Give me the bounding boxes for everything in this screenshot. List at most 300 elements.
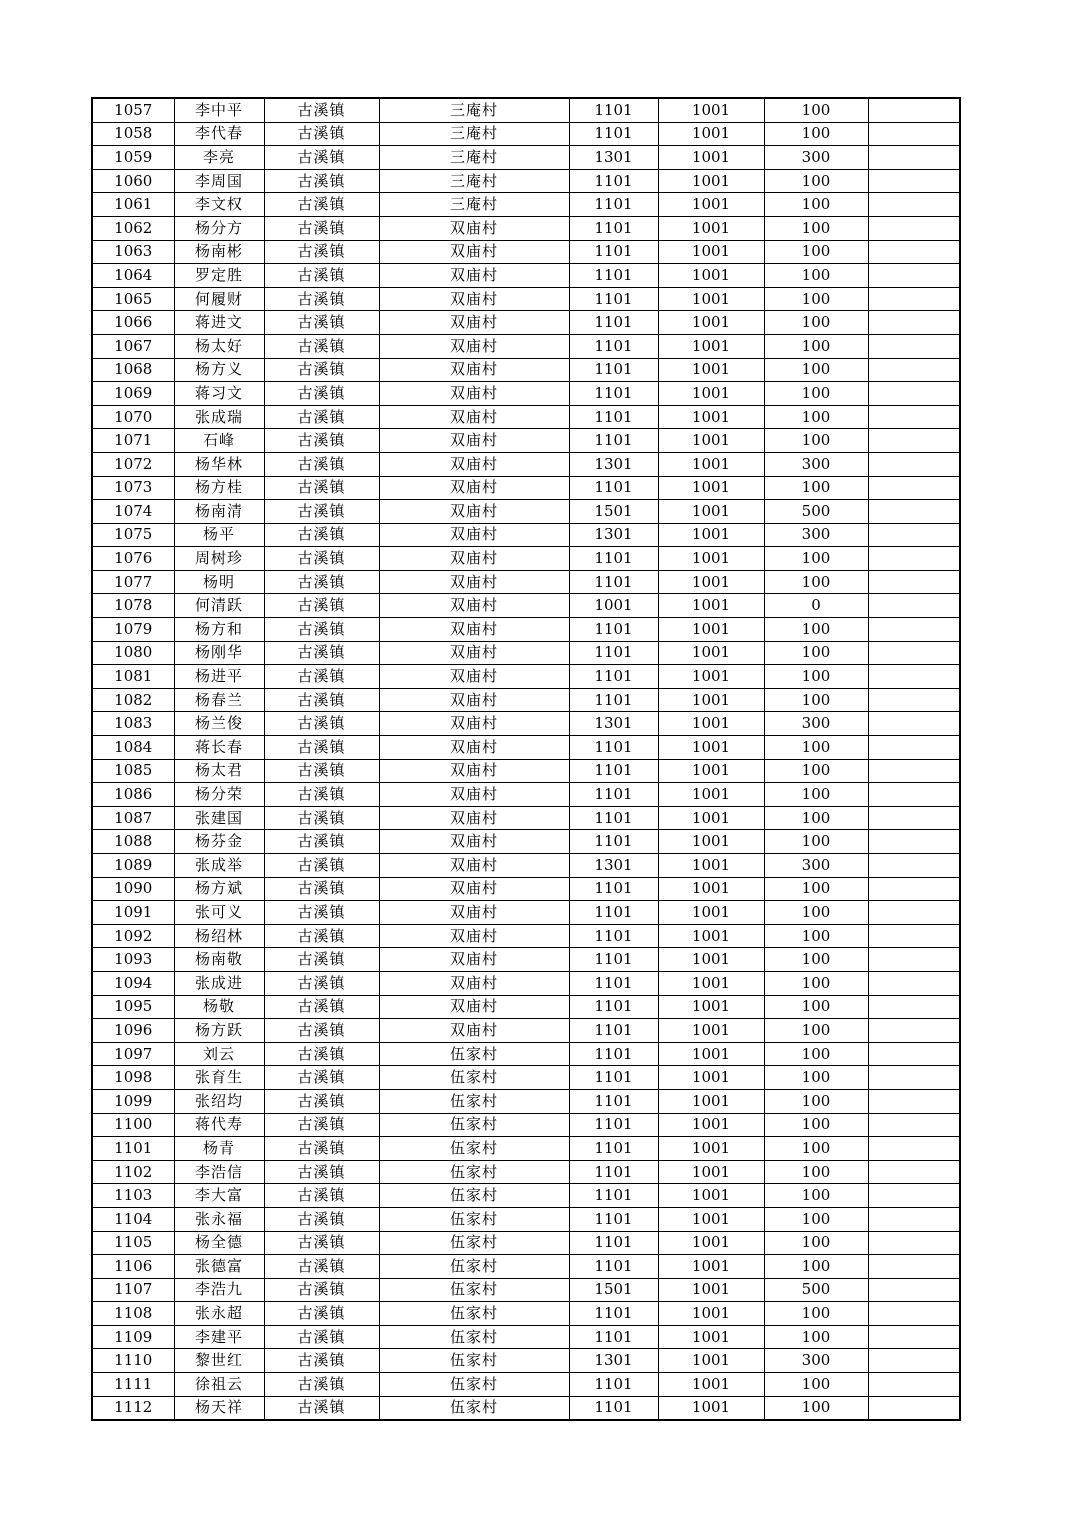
- table-row: [92, 1160, 960, 1184]
- cell-town: 古溪镇: [264, 594, 379, 618]
- cell-name: 蒋进文: [174, 311, 264, 335]
- cell-amount: 500: [764, 1278, 868, 1302]
- table-row: [92, 287, 960, 311]
- cell-name: 杨芬金: [174, 830, 264, 854]
- cell-village: 双庙村: [379, 594, 569, 618]
- cell-village: 伍家村: [379, 1184, 569, 1208]
- cell-code-a: 1101: [569, 1089, 658, 1113]
- cell-code-a: 1101: [569, 1137, 658, 1161]
- cell-amount: 100: [764, 1042, 868, 1066]
- cell-code-b: 1001: [658, 146, 764, 170]
- cell-village: 双庙村: [379, 665, 569, 689]
- cell-town: 古溪镇: [264, 264, 379, 288]
- cell-amount: 100: [764, 405, 868, 429]
- cell-name: 杨平: [174, 523, 264, 547]
- cell-code-b: 1001: [658, 948, 764, 972]
- cell-code-a: 1101: [569, 334, 658, 358]
- cell-amount: 100: [764, 429, 868, 453]
- cell-code-a: 1101: [569, 1207, 658, 1231]
- cell-amount: 100: [764, 1396, 868, 1420]
- cell-name: 李中平: [174, 98, 264, 122]
- table-row: [92, 311, 960, 335]
- table-row: [92, 854, 960, 878]
- cell-code-b: 1001: [658, 500, 764, 524]
- cell-village: 双庙村: [379, 806, 569, 830]
- cell-seq: 1077: [92, 570, 174, 594]
- cell-code-b: 1001: [658, 1302, 764, 1326]
- cell-code-b: 1001: [658, 854, 764, 878]
- cell-amount: 100: [764, 995, 868, 1019]
- cell-amount: 100: [764, 358, 868, 382]
- cell-seq: 1079: [92, 618, 174, 642]
- cell-seq: 1094: [92, 971, 174, 995]
- cell-amount: 100: [764, 759, 868, 783]
- cell-name: 杨进平: [174, 665, 264, 689]
- cell-code-b: 1001: [658, 1325, 764, 1349]
- cell-code-a: 1101: [569, 736, 658, 760]
- table-row: [92, 1373, 960, 1397]
- cell-seq: 1092: [92, 924, 174, 948]
- cell-seq: 1069: [92, 382, 174, 406]
- cell-name: 徐祖云: [174, 1373, 264, 1397]
- cell-code-a: 1101: [569, 924, 658, 948]
- cell-amount: 100: [764, 264, 868, 288]
- table-row: [92, 98, 960, 122]
- table-row: [92, 240, 960, 264]
- cell-amount: 100: [764, 1184, 868, 1208]
- cell-village: 双庙村: [379, 759, 569, 783]
- cell-code-b: 1001: [658, 547, 764, 571]
- cell-seq: 1076: [92, 547, 174, 571]
- table-row: [92, 783, 960, 807]
- cell-code-b: 1001: [658, 216, 764, 240]
- cell-name: 蒋代寿: [174, 1113, 264, 1137]
- cell-note: [868, 382, 960, 406]
- cell-code-a: 1101: [569, 358, 658, 382]
- cell-name: 杨方和: [174, 618, 264, 642]
- cell-amount: 100: [764, 830, 868, 854]
- cell-note: [868, 1066, 960, 1090]
- cell-code-a: 1501: [569, 500, 658, 524]
- cell-seq: 1073: [92, 476, 174, 500]
- table-row: [92, 216, 960, 240]
- cell-note: [868, 476, 960, 500]
- cell-town: 古溪镇: [264, 146, 379, 170]
- cell-village: 伍家村: [379, 1302, 569, 1326]
- cell-village: 双庙村: [379, 240, 569, 264]
- cell-town: 古溪镇: [264, 1231, 379, 1255]
- cell-village: 伍家村: [379, 1207, 569, 1231]
- cell-town: 古溪镇: [264, 665, 379, 689]
- cell-name: 蒋习文: [174, 382, 264, 406]
- cell-name: 杨绍林: [174, 924, 264, 948]
- cell-village: 伍家村: [379, 1113, 569, 1137]
- cell-code-b: 1001: [658, 594, 764, 618]
- cell-note: [868, 736, 960, 760]
- cell-village: 伍家村: [379, 1255, 569, 1279]
- table-row: [92, 594, 960, 618]
- cell-town: 古溪镇: [264, 98, 379, 122]
- table-row: [92, 1302, 960, 1326]
- cell-amount: 100: [764, 736, 868, 760]
- cell-village: 双庙村: [379, 216, 569, 240]
- cell-amount: 100: [764, 618, 868, 642]
- cell-seq: 1074: [92, 500, 174, 524]
- cell-code-b: 1001: [658, 476, 764, 500]
- cell-town: 古溪镇: [264, 500, 379, 524]
- cell-code-b: 1001: [658, 736, 764, 760]
- cell-town: 古溪镇: [264, 122, 379, 146]
- cell-amount: 100: [764, 334, 868, 358]
- cell-village: 双庙村: [379, 712, 569, 736]
- cell-seq: 1080: [92, 641, 174, 665]
- cell-note: [868, 1278, 960, 1302]
- table-row: [92, 1184, 960, 1208]
- cell-code-b: 1001: [658, 1042, 764, 1066]
- cell-name: 杨明: [174, 570, 264, 594]
- cell-village: 伍家村: [379, 1042, 569, 1066]
- table-row: [92, 193, 960, 217]
- cell-seq: 1057: [92, 98, 174, 122]
- cell-town: 古溪镇: [264, 429, 379, 453]
- cell-note: [868, 971, 960, 995]
- cell-amount: 300: [764, 712, 868, 736]
- cell-amount: 100: [764, 1302, 868, 1326]
- table-row: [92, 1113, 960, 1137]
- cell-code-b: 1001: [658, 924, 764, 948]
- cell-name: 张绍均: [174, 1089, 264, 1113]
- cell-note: [868, 641, 960, 665]
- cell-name: 杨南敬: [174, 948, 264, 972]
- cell-town: 古溪镇: [264, 901, 379, 925]
- cell-town: 古溪镇: [264, 1042, 379, 1066]
- cell-village: 伍家村: [379, 1325, 569, 1349]
- cell-seq: 1105: [92, 1231, 174, 1255]
- cell-amount: 100: [764, 547, 868, 571]
- cell-code-a: 1101: [569, 641, 658, 665]
- cell-code-b: 1001: [658, 122, 764, 146]
- cell-village: 双庙村: [379, 570, 569, 594]
- cell-village: 双庙村: [379, 429, 569, 453]
- cell-code-b: 1001: [658, 1255, 764, 1279]
- cell-amount: 100: [764, 98, 868, 122]
- cell-seq: 1108: [92, 1302, 174, 1326]
- cell-name: 杨兰俊: [174, 712, 264, 736]
- table-body: [92, 98, 960, 1420]
- cell-amount: 100: [764, 476, 868, 500]
- cell-note: [868, 1113, 960, 1137]
- cell-code-b: 1001: [658, 98, 764, 122]
- cell-village: 伍家村: [379, 1373, 569, 1397]
- cell-code-b: 1001: [658, 452, 764, 476]
- cell-name: 杨太好: [174, 334, 264, 358]
- cell-note: [868, 948, 960, 972]
- cell-code-a: 1101: [569, 877, 658, 901]
- cell-seq: 1102: [92, 1160, 174, 1184]
- cell-code-a: 1101: [569, 995, 658, 1019]
- cell-town: 古溪镇: [264, 1255, 379, 1279]
- table-row: [92, 1349, 960, 1373]
- cell-village: 双庙村: [379, 901, 569, 925]
- cell-amount: 300: [764, 1349, 868, 1373]
- cell-village: 双庙村: [379, 334, 569, 358]
- table-row: [92, 122, 960, 146]
- table-row: [92, 1278, 960, 1302]
- cell-name: 杨青: [174, 1137, 264, 1161]
- cell-town: 古溪镇: [264, 688, 379, 712]
- cell-village: 双庙村: [379, 547, 569, 571]
- cell-town: 古溪镇: [264, 830, 379, 854]
- cell-village: 伍家村: [379, 1231, 569, 1255]
- cell-amount: 100: [764, 240, 868, 264]
- cell-code-a: 1101: [569, 1066, 658, 1090]
- cell-town: 古溪镇: [264, 311, 379, 335]
- cell-name: 刘云: [174, 1042, 264, 1066]
- cell-seq: 1072: [92, 452, 174, 476]
- cell-code-b: 1001: [658, 429, 764, 453]
- cell-town: 古溪镇: [264, 759, 379, 783]
- cell-note: [868, 1231, 960, 1255]
- cell-name: 张成进: [174, 971, 264, 995]
- cell-code-b: 1001: [658, 1160, 764, 1184]
- cell-village: 双庙村: [379, 523, 569, 547]
- cell-code-a: 1101: [569, 971, 658, 995]
- cell-town: 古溪镇: [264, 854, 379, 878]
- cell-seq: 1060: [92, 169, 174, 193]
- cell-code-a: 1101: [569, 830, 658, 854]
- cell-note: [868, 1325, 960, 1349]
- cell-village: 伍家村: [379, 1349, 569, 1373]
- cell-code-a: 1101: [569, 476, 658, 500]
- cell-village: 双庙村: [379, 830, 569, 854]
- cell-village: 双庙村: [379, 287, 569, 311]
- cell-note: [868, 877, 960, 901]
- cell-code-a: 1101: [569, 1231, 658, 1255]
- cell-village: 双庙村: [379, 311, 569, 335]
- cell-code-a: 1101: [569, 1113, 658, 1137]
- table-row: [92, 971, 960, 995]
- cell-seq: 1083: [92, 712, 174, 736]
- cell-amount: 100: [764, 122, 868, 146]
- cell-town: 古溪镇: [264, 877, 379, 901]
- cell-seq: 1063: [92, 240, 174, 264]
- cell-code-a: 1101: [569, 1396, 658, 1420]
- cell-town: 古溪镇: [264, 216, 379, 240]
- cell-code-a: 1501: [569, 1278, 658, 1302]
- cell-name: 李文权: [174, 193, 264, 217]
- cell-note: [868, 901, 960, 925]
- cell-code-a: 1101: [569, 169, 658, 193]
- cell-town: 古溪镇: [264, 924, 379, 948]
- cell-town: 古溪镇: [264, 1160, 379, 1184]
- cell-village: 双庙村: [379, 971, 569, 995]
- cell-code-a: 1301: [569, 712, 658, 736]
- table-row: [92, 948, 960, 972]
- cell-code-a: 1101: [569, 405, 658, 429]
- cell-name: 杨太君: [174, 759, 264, 783]
- cell-note: [868, 783, 960, 807]
- cell-code-a: 1101: [569, 618, 658, 642]
- cell-note: [868, 618, 960, 642]
- table-row: [92, 901, 960, 925]
- table-row: [92, 334, 960, 358]
- cell-code-b: 1001: [658, 1089, 764, 1113]
- cell-village: 双庙村: [379, 995, 569, 1019]
- cell-code-a: 1101: [569, 1019, 658, 1043]
- table-row: [92, 1325, 960, 1349]
- cell-seq: 1070: [92, 405, 174, 429]
- cell-code-a: 1101: [569, 665, 658, 689]
- cell-note: [868, 1207, 960, 1231]
- cell-amount: 100: [764, 1113, 868, 1137]
- cell-seq: 1059: [92, 146, 174, 170]
- cell-seq: 1082: [92, 688, 174, 712]
- cell-note: [868, 523, 960, 547]
- cell-seq: 1067: [92, 334, 174, 358]
- cell-note: [868, 688, 960, 712]
- cell-seq: 1066: [92, 311, 174, 335]
- cell-seq: 1091: [92, 901, 174, 925]
- cell-seq: 1081: [92, 665, 174, 689]
- cell-note: [868, 759, 960, 783]
- cell-code-b: 1001: [658, 1373, 764, 1397]
- cell-village: 双庙村: [379, 618, 569, 642]
- cell-code-b: 1001: [658, 759, 764, 783]
- cell-code-b: 1001: [658, 618, 764, 642]
- cell-note: [868, 924, 960, 948]
- cell-town: 古溪镇: [264, 641, 379, 665]
- cell-seq: 1112: [92, 1396, 174, 1420]
- table-row: [92, 382, 960, 406]
- cell-amount: 100: [764, 1325, 868, 1349]
- cell-seq: 1103: [92, 1184, 174, 1208]
- cell-seq: 1058: [92, 122, 174, 146]
- cell-code-b: 1001: [658, 1184, 764, 1208]
- cell-note: [868, 665, 960, 689]
- cell-town: 古溪镇: [264, 1089, 379, 1113]
- cell-code-a: 1101: [569, 287, 658, 311]
- cell-amount: 100: [764, 311, 868, 335]
- table-row: [92, 688, 960, 712]
- cell-name: 杨天祥: [174, 1396, 264, 1420]
- cell-code-a: 1101: [569, 216, 658, 240]
- cell-note: [868, 1349, 960, 1373]
- cell-code-b: 1001: [658, 1207, 764, 1231]
- cell-code-b: 1001: [658, 830, 764, 854]
- cell-note: [868, 429, 960, 453]
- cell-note: [868, 570, 960, 594]
- cell-town: 古溪镇: [264, 806, 379, 830]
- cell-village: 双庙村: [379, 736, 569, 760]
- cell-seq: 1099: [92, 1089, 174, 1113]
- cell-seq: 1096: [92, 1019, 174, 1043]
- cell-code-b: 1001: [658, 1278, 764, 1302]
- cell-seq: 1075: [92, 523, 174, 547]
- cell-seq: 1093: [92, 948, 174, 972]
- cell-code-a: 1301: [569, 146, 658, 170]
- cell-code-b: 1001: [658, 193, 764, 217]
- cell-note: [868, 311, 960, 335]
- cell-code-a: 1101: [569, 193, 658, 217]
- cell-amount: 300: [764, 854, 868, 878]
- cell-amount: 100: [764, 924, 868, 948]
- cell-town: 古溪镇: [264, 169, 379, 193]
- table-row: [92, 618, 960, 642]
- cell-amount: 100: [764, 1137, 868, 1161]
- table-row: [92, 1231, 960, 1255]
- cell-note: [868, 287, 960, 311]
- table-row: [92, 877, 960, 901]
- cell-code-a: 1101: [569, 1325, 658, 1349]
- cell-note: [868, 830, 960, 854]
- cell-town: 古溪镇: [264, 995, 379, 1019]
- table-row: [92, 523, 960, 547]
- cell-village: 双庙村: [379, 783, 569, 807]
- cell-seq: 1087: [92, 806, 174, 830]
- cell-town: 古溪镇: [264, 476, 379, 500]
- cell-seq: 1084: [92, 736, 174, 760]
- cell-code-a: 1301: [569, 452, 658, 476]
- cell-code-b: 1001: [658, 1113, 764, 1137]
- cell-town: 古溪镇: [264, 570, 379, 594]
- cell-note: [868, 1137, 960, 1161]
- cell-town: 古溪镇: [264, 948, 379, 972]
- cell-name: 何履财: [174, 287, 264, 311]
- cell-note: [868, 1302, 960, 1326]
- cell-note: [868, 500, 960, 524]
- cell-name: 杨春兰: [174, 688, 264, 712]
- cell-note: [868, 1160, 960, 1184]
- table-row: [92, 736, 960, 760]
- cell-code-a: 1101: [569, 759, 658, 783]
- cell-village: 伍家村: [379, 1089, 569, 1113]
- cell-seq: 1086: [92, 783, 174, 807]
- cell-seq: 1065: [92, 287, 174, 311]
- cell-note: [868, 358, 960, 382]
- cell-amount: 100: [764, 216, 868, 240]
- cell-code-a: 1101: [569, 1042, 658, 1066]
- cell-note: [868, 854, 960, 878]
- cell-note: [868, 1089, 960, 1113]
- cell-code-b: 1001: [658, 1066, 764, 1090]
- cell-note: [868, 594, 960, 618]
- table-row: [92, 1396, 960, 1420]
- cell-name: 李浩信: [174, 1160, 264, 1184]
- cell-town: 古溪镇: [264, 358, 379, 382]
- cell-seq: 1104: [92, 1207, 174, 1231]
- table-row: [92, 830, 960, 854]
- table-row: [92, 665, 960, 689]
- cell-name: 周树珍: [174, 547, 264, 571]
- cell-code-b: 1001: [658, 405, 764, 429]
- cell-seq: 1106: [92, 1255, 174, 1279]
- cell-name: 杨方义: [174, 358, 264, 382]
- cell-name: 张育生: [174, 1066, 264, 1090]
- cell-name: 罗定胜: [174, 264, 264, 288]
- cell-name: 李建平: [174, 1325, 264, 1349]
- cell-seq: 1061: [92, 193, 174, 217]
- cell-seq: 1089: [92, 854, 174, 878]
- cell-amount: 300: [764, 146, 868, 170]
- cell-code-b: 1001: [658, 901, 764, 925]
- cell-amount: 100: [764, 1373, 868, 1397]
- data-table: [91, 97, 961, 1421]
- cell-seq: 1098: [92, 1066, 174, 1090]
- cell-code-b: 1001: [658, 665, 764, 689]
- table-row: [92, 146, 960, 170]
- cell-village: 三庵村: [379, 146, 569, 170]
- cell-town: 古溪镇: [264, 1302, 379, 1326]
